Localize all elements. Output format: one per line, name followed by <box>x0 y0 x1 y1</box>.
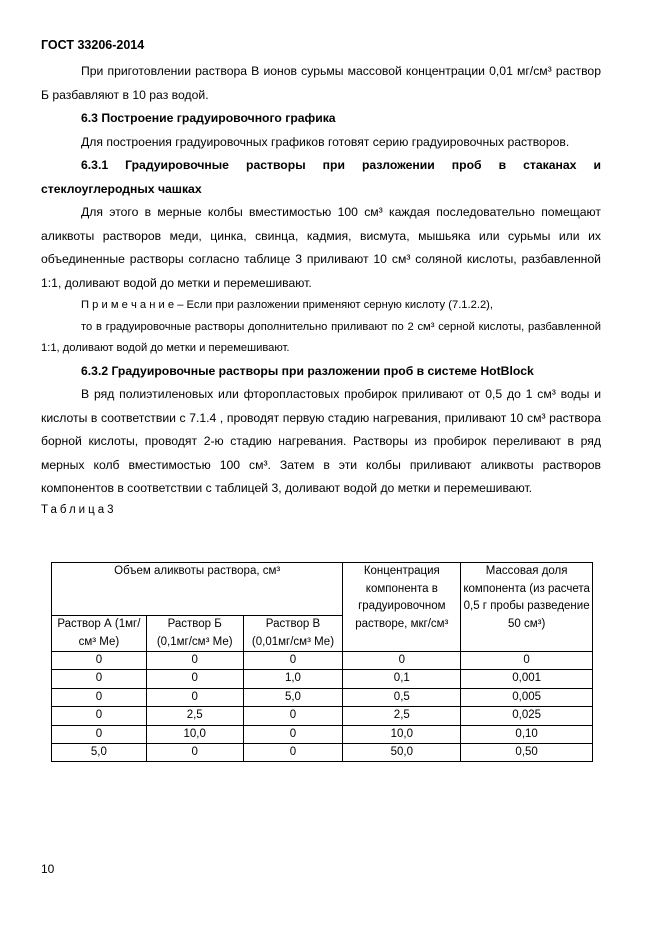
cell: 0 <box>243 707 343 725</box>
note-text: – Если при разложении применяют серную кислоту (7.1.2.2), <box>174 299 494 311</box>
section-6-3-1-title: 6.3.1 Градуировочные растворы при разложении проб в стаканах и стеклоуглеродных чашках <box>41 158 601 196</box>
cell: 0,005 <box>461 688 593 706</box>
paragraph-1: При приготовлении раствора В ионов сурьмы массовой концентрации 0,01 мг/см³ раствор Б разбавляют в 10 раз водой. <box>41 64 601 102</box>
note-continuation: то в градуировочные растворы дополнительно приливают по 2 см³ серной кислоты, разбавленной 1:1, доливают водой до метки и перемешивают. <box>41 320 601 354</box>
cell: 0 <box>146 688 243 706</box>
header-solution-a: Раствор А (1мг/см³ Ме) <box>52 616 147 652</box>
cell: 0 <box>52 670 147 688</box>
header-solution-b: Раствор Б (0,1мг/см³ Ме) <box>146 616 243 652</box>
note <box>41 295 601 317</box>
paragraph-2: Для построения градуировочных графиков готовят серию градуировочных растворов. <box>81 134 570 149</box>
cell: 0 <box>243 725 343 743</box>
cell: 0 <box>146 744 243 762</box>
table-row <box>52 652 593 670</box>
header-solution-c: Раствор В (0,01мг/см³ Ме) <box>243 616 343 652</box>
document-header: ГОСТ 33206-2014 <box>41 38 145 52</box>
section-6-3-2-title: 6.3.2 Градуировочные растворы при разложении проб в системе HotBlock <box>81 363 534 378</box>
paragraph-4: В ряд полиэтиленовых или фторопластовых пробирок приливают от 0,5 до 1 см³ воды и кислоты в соответствии с 7.1.4 , проводят первую стадию нагревания, приливают 10 см³ раствора борной кислоты, проводят 2-ю стадию нагревания. Растворы из пробирок переливают в ряд мерных колб вместимостью 100 см³. Затем в эти колбы приливают аликвоты растворов компонентов в соответствии с таблицей 3, доливают водой до метки и перемешивают. <box>41 387 601 495</box>
cell: 0 <box>146 670 243 688</box>
table-header-row-1 <box>52 563 593 616</box>
calibration-table <box>51 562 593 762</box>
cell: 1,0 <box>243 670 343 688</box>
cell: 2,5 <box>343 707 461 725</box>
cell: 5,0 <box>243 688 343 706</box>
cell: 0 <box>52 707 147 725</box>
document-body <box>41 60 601 519</box>
cell: 0 <box>243 652 343 670</box>
cell: 0,001 <box>461 670 593 688</box>
table-row <box>52 688 593 706</box>
cell: 0,10 <box>461 725 593 743</box>
header-mass-fraction: Массовая доля компонента (из расчета 0,5 г пробы разведение 50 см³) <box>461 563 593 652</box>
cell: 2,5 <box>146 707 243 725</box>
cell: 0,50 <box>461 744 593 762</box>
table-row <box>52 670 593 688</box>
table-row <box>52 707 593 725</box>
cell: 0 <box>146 652 243 670</box>
group-header: Объем аликвоты раствора, см³ <box>52 563 343 616</box>
cell: 0 <box>343 652 461 670</box>
header-concentration: Концентрация компонента в градуировочном растворе, мкг/см³ <box>343 563 461 652</box>
cell: 10,0 <box>146 725 243 743</box>
section-6-3-title: 6.3 Построение градуировочного графика <box>81 111 336 125</box>
table-row <box>52 725 593 743</box>
cell: 50,0 <box>343 744 461 762</box>
page-number: 10 <box>41 862 55 876</box>
cell: 0 <box>52 688 147 706</box>
table-row <box>52 744 593 762</box>
cell: 0 <box>243 744 343 762</box>
cell: 0 <box>461 652 593 670</box>
cell: 5,0 <box>52 744 147 762</box>
cell: 0 <box>52 652 147 670</box>
paragraph-3: Для этого в мерные колбы вместимостью 100 см³ каждая последовательно помещают аликвоты растворов меди, цинка, свинца, кадмия, висмута, мышьяка или сурьмы или их объединенные растворы согласно таблице 3 приливают 10 см³ соляной кислоты, разбавленной 1:1, доливают водой до метки и перемешивают. <box>41 205 601 290</box>
table-caption: Таблица3 <box>41 503 117 516</box>
cell: 0,1 <box>343 670 461 688</box>
note-label: П р и м е ч а н и е <box>81 299 175 311</box>
cell: 0,025 <box>461 707 593 725</box>
cell: 0 <box>52 725 147 743</box>
cell: 0,5 <box>343 688 461 706</box>
cell: 10,0 <box>343 725 461 743</box>
